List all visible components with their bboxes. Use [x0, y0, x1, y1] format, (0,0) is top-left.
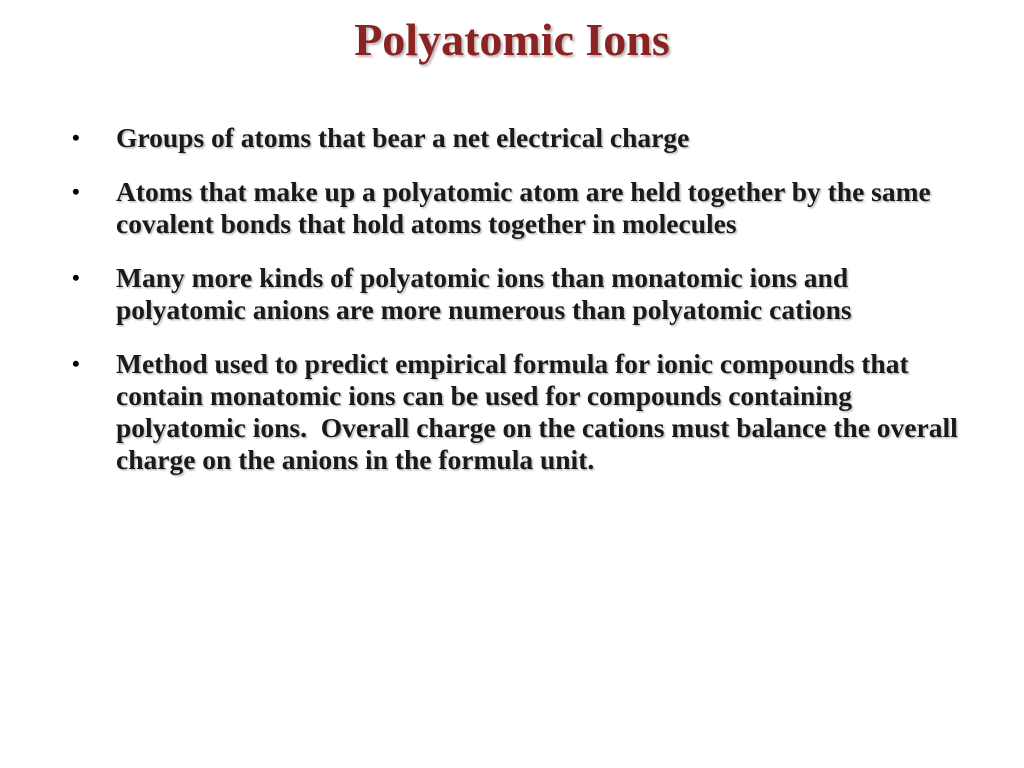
bullet-point-icon: • — [72, 125, 80, 150]
bullet-item-covalent-bonds — [70, 176, 975, 240]
bullet-point-icon: • — [72, 179, 80, 204]
bullet-text: Many more kinds of polyatomic ions than monatomic ions and polyatomic anions are more numerous than polyatomic cations — [116, 262, 856, 325]
bullet-item-groups-of-atoms — [70, 122, 975, 154]
bullet-point-icon: • — [72, 265, 80, 290]
bullet-item-anions-cations — [70, 262, 975, 326]
slide-title: Polyatomic Ions — [354, 14, 670, 65]
bullet-text: Method used to predict empirical formula for ionic compounds that contain monatomic ions can be used for compounds containing polyatomic ions. Overall charge on the cations must balance the overall charge on the anions in the formula unit. — [116, 348, 965, 475]
bullet-point-icon: • — [72, 351, 80, 376]
bullet-text: Groups of atoms that bear a net electrical charge — [116, 122, 690, 153]
bullet-list — [70, 122, 975, 498]
bullet-text: Atoms that make up a polyatomic atom are held together by the same covalent bonds that hold atoms together in molecules — [116, 176, 938, 239]
bullet-item-empirical-formula — [70, 348, 975, 476]
